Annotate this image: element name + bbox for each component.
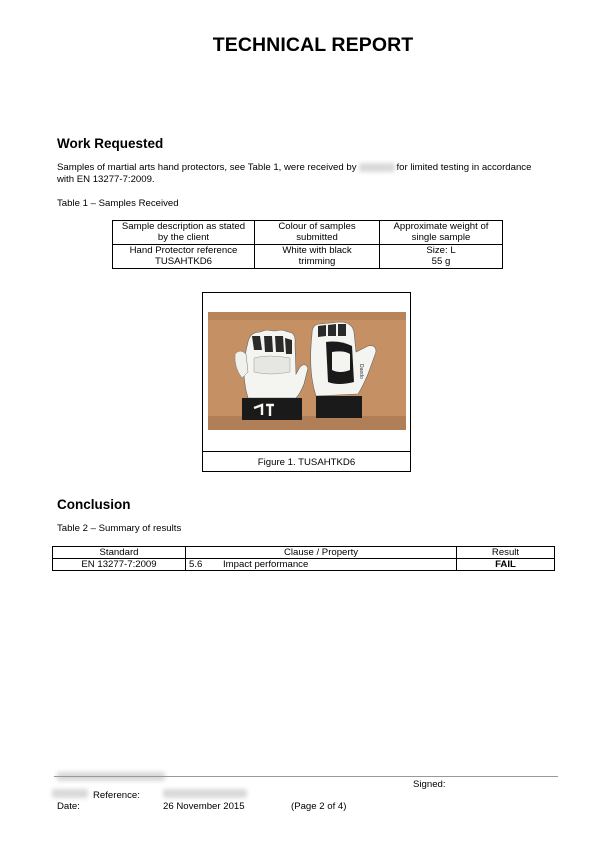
header-text: Approximate weight of — [393, 221, 489, 232]
cell-text: TUSAHTKD6 — [154, 256, 213, 267]
cell-text: Size: L — [426, 245, 456, 256]
result-cell: FAIL — [457, 559, 555, 571]
page-number: (Page 2 of 4) — [291, 801, 347, 812]
table-header-row — [53, 547, 555, 559]
samples-received-table — [112, 220, 503, 269]
header-cell: Standard — [53, 547, 186, 559]
figure-box — [202, 292, 411, 472]
paragraph-text-part1: Samples of martial arts hand protectors, see Table 1, were received by — [57, 162, 357, 173]
header-text: Colour of samples — [278, 221, 356, 232]
summary-results-table — [52, 546, 555, 571]
paragraph-text-line2: with EN 13277-7:2009. — [57, 174, 155, 185]
header-text: by the client — [157, 232, 210, 243]
signed-label: Signed: — [413, 779, 446, 790]
cell-text: White with black — [282, 245, 352, 256]
svg-text:Daedo: Daedo — [358, 364, 364, 379]
table-header-row — [113, 221, 503, 245]
cell-text: 55 g — [431, 256, 451, 267]
date-value: 26 November 2015 — [163, 801, 245, 812]
footer-divider — [54, 776, 558, 777]
clause-property: Impact performance — [223, 559, 309, 570]
clause-cell — [186, 559, 457, 571]
date-label: Date: — [57, 801, 80, 812]
clause-number: 5.6 — [189, 559, 203, 570]
table-cell — [113, 245, 255, 269]
conclusion-heading: Conclusion — [57, 497, 131, 512]
table2-caption: Table 2 – Summary of results — [57, 523, 182, 534]
table-cell — [380, 245, 503, 269]
work-requested-paragraph — [57, 162, 557, 186]
gloves-photo — [208, 312, 406, 430]
figure-caption: Figure 1. TUSAHTKD6 — [257, 457, 356, 468]
work-requested-heading: Work Requested — [57, 136, 164, 151]
table-cell — [255, 245, 380, 269]
cell-text: Hand Protector reference — [129, 245, 238, 256]
header-text: single sample — [411, 232, 471, 243]
gloves-illustration — [208, 312, 406, 430]
table1-caption: Table 1 – Samples Received — [57, 198, 179, 209]
cell-text: trimming — [298, 256, 336, 267]
redacted-reference — [163, 789, 247, 798]
paragraph-text-part2: for limited testing in accordance — [396, 162, 532, 173]
header-cell: Result — [457, 547, 555, 559]
table-row — [53, 559, 555, 571]
header-cell — [113, 221, 255, 245]
standard-cell: EN 13277-7:2009 — [53, 559, 186, 571]
reference-label: Reference: — [93, 790, 140, 801]
redacted-name — [359, 163, 395, 172]
table-row — [113, 245, 503, 269]
figure-caption-divider — [203, 451, 410, 452]
header-text: submitted — [296, 232, 338, 243]
redacted-ref-prefix — [52, 789, 88, 798]
header-cell — [380, 221, 503, 245]
report-title: TECHNICAL REPORT — [212, 34, 414, 56]
header-cell — [255, 221, 380, 245]
header-cell: Clause / Property — [186, 547, 457, 559]
header-text: Sample description as stated — [121, 221, 246, 232]
